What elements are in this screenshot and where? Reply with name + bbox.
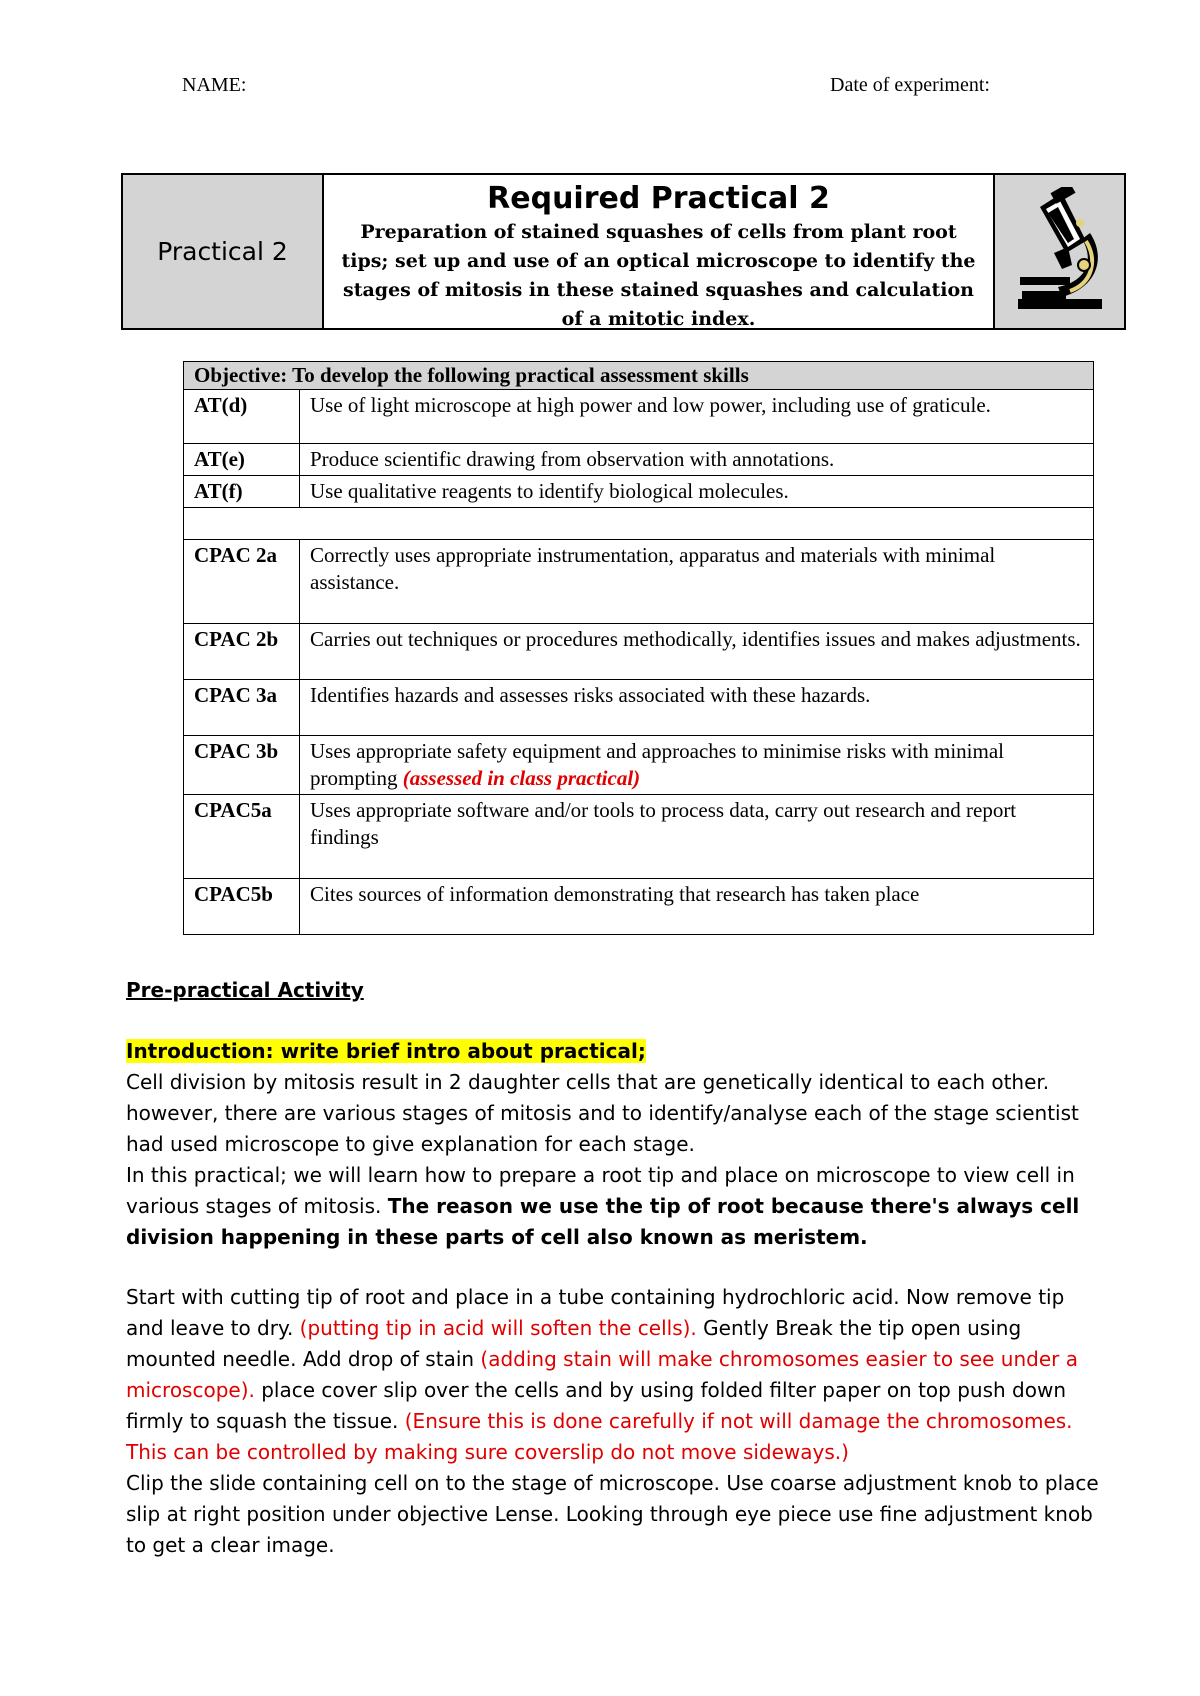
- table-row-empty: [184, 508, 1094, 540]
- practical-title-cell: [324, 175, 995, 328]
- pre-practical-heading: Pre-practical Activity: [126, 978, 364, 1002]
- skill-description: Cites sources of information demonstrating that research has taken place: [300, 879, 1094, 935]
- objectives-header-row: [184, 362, 1094, 390]
- intro-paragraph-2-text: In this practical; we will learn how to prepare a root tip and place on microscope to view cell in various stages of mitosis.: [126, 1163, 1075, 1218]
- practical-number-label: Practical 2: [157, 237, 288, 266]
- introduction-heading: Introduction: write brief intro about practical;: [126, 1039, 646, 1063]
- skill-description: Use qualitative reagents to identify biological molecules.: [300, 476, 1094, 508]
- name-label: NAME:: [182, 74, 247, 96]
- table-row: [184, 680, 1094, 736]
- microscope-icon: [1010, 187, 1110, 317]
- skill-code: CPAC 3b: [184, 736, 300, 795]
- microscope-icon-cell: [995, 175, 1124, 328]
- skill-description: Uses appropriate software and/or tools to process data, carry out research and report findings: [300, 795, 1094, 879]
- practical-number-cell: [123, 175, 324, 328]
- intro-paragraph-2-bold: The reason we use the tip of root because there's always cell division happening in these parts of cell also known as meristem.: [126, 1194, 1080, 1249]
- skill-description: Produce scientific drawing from observation with annotations.: [300, 444, 1094, 476]
- skill-code: CPAC 3a: [184, 680, 300, 736]
- skill-code: AT(f): [184, 476, 300, 508]
- skill-description: Correctly uses appropriate instrumentation, apparatus and materials with minimal assistance.: [300, 540, 1094, 624]
- table-row: [184, 444, 1094, 476]
- table-row: [184, 795, 1094, 879]
- method-text-b: Gently Break the tip open using mounted needle. Add drop of stain: [126, 1316, 1022, 1371]
- practical-title: Required Practical 2: [487, 181, 830, 216]
- objectives-heading: Objective: To develop the following practical assessment skills: [184, 362, 1094, 390]
- table-row: [184, 390, 1094, 444]
- method-text-a: Start with cutting tip of root and place in a tube containing hydrochloric acid. Now remove tip and leave to dry.: [126, 1285, 1065, 1340]
- intro-paragraph-2: [126, 1160, 1106, 1253]
- skill-code: CPAC 2a: [184, 540, 300, 624]
- microscope-paragraph: Clip the slide containing cell on to the stage of microscope. Use coarse adjustment knob to place slip at right position under objective Lense. Looking through eye piece use fine adjustment knob to get a clear image.: [126, 1471, 1099, 1557]
- practical-header-box: [121, 173, 1126, 330]
- date-of-experiment-label: Date of experiment:: [830, 74, 990, 96]
- skill-description: [300, 736, 1094, 795]
- skill-description-text: Uses appropriate safety equipment and approaches to minimise risks with minimal prompting: [310, 739, 1005, 790]
- skill-description: Carries out techniques or procedures methodically, identifies issues and makes adjustments.: [300, 624, 1094, 680]
- intro-paragraph-1: Cell division by mitosis result in 2 daughter cells that are genetically identical to each other. however, there are various stages of mitosis and to identify/analyse each of the stage scientist had used microscope to give explanation for each stage.: [126, 1070, 1079, 1156]
- table-row: [184, 736, 1094, 795]
- table-row: [184, 540, 1094, 624]
- method-note-a: (putting tip in acid will soften the cells).: [299, 1316, 697, 1340]
- skill-code: CPAC 2b: [184, 624, 300, 680]
- objectives-table: [183, 361, 1094, 935]
- practical-description: Preparation of stained squashes of cells from plant root tips; set up and use of an optical microscope to identify the stages of mitosis in these stained squashes and calculation of a mitotic index.: [341, 221, 976, 330]
- method-note-b: (adding stain will make chromosomes easier to see under a microscope).: [126, 1347, 1078, 1402]
- empty-cell: [184, 508, 1094, 540]
- table-row: [184, 879, 1094, 935]
- skill-description: Use of light microscope at high power and low power, including use of graticule.: [300, 390, 1094, 444]
- skill-code: AT(d): [184, 390, 300, 444]
- pre-practical-section: [126, 975, 1106, 1561]
- method-text-c: place cover slip over the cells and by using folded filter paper on top push down firmly to squash the tissue.: [126, 1378, 1067, 1433]
- skill-code: CPAC5a: [184, 795, 300, 879]
- assessed-note: (assessed in class practical): [402, 766, 641, 790]
- skill-description: Identifies hazards and assesses risks associated with these hazards.: [300, 680, 1094, 736]
- method-paragraph: [126, 1282, 1106, 1468]
- table-row: [184, 624, 1094, 680]
- skill-code: CPAC5b: [184, 879, 300, 935]
- method-note-c: (Ensure this is done carefully if not will damage the chromosomes. This can be controlled by making sure coverslip do not move sideways.): [126, 1409, 1073, 1464]
- skill-code: AT(e): [184, 444, 300, 476]
- table-row: [184, 476, 1094, 508]
